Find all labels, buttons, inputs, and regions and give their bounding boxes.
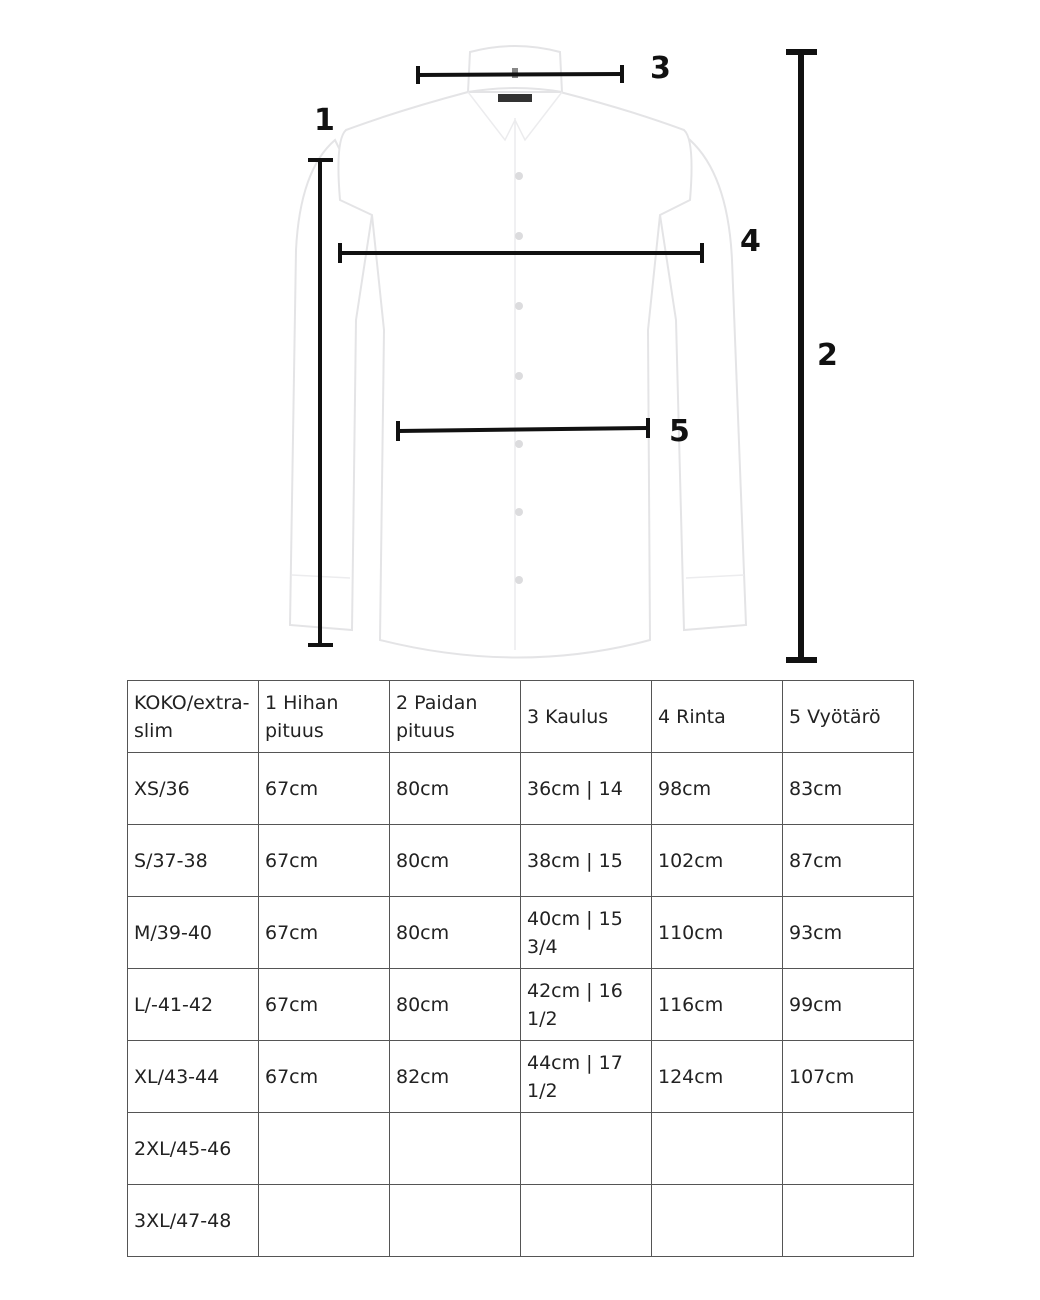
table-cell: 3XL/47-48	[128, 1185, 259, 1257]
table-row	[128, 753, 914, 825]
table-cell: 67cm	[259, 1041, 390, 1113]
table-cell	[783, 1185, 914, 1257]
table-cell	[259, 1113, 390, 1185]
header-collar: 3 Kaulus	[521, 681, 652, 753]
table-cell: 80cm	[390, 897, 521, 969]
table-cell: 107cm	[783, 1041, 914, 1113]
table-cell: 44cm | 17 1/2	[521, 1041, 652, 1113]
table-cell: 67cm	[259, 825, 390, 897]
table-cell	[783, 1113, 914, 1185]
table-cell: 67cm	[259, 969, 390, 1041]
table-row	[128, 969, 914, 1041]
table-cell: 67cm	[259, 753, 390, 825]
table-cell: 2XL/45-46	[128, 1113, 259, 1185]
shirt-label	[498, 94, 532, 102]
table-cell: 80cm	[390, 825, 521, 897]
table-cell: 110cm	[652, 897, 783, 969]
table-cell: 102cm	[652, 825, 783, 897]
table-cell: 93cm	[783, 897, 914, 969]
collar-measure-line	[418, 74, 622, 75]
table-cell: 40cm | 15 3/4	[521, 897, 652, 969]
table-cell: 36cm | 14	[521, 753, 652, 825]
table-row	[128, 825, 914, 897]
table-cell	[521, 1185, 652, 1257]
table-cell: 67cm	[259, 897, 390, 969]
header-chest: 4 Rinta	[652, 681, 783, 753]
header-sleeve-length: 1 Hihan pituus	[259, 681, 390, 753]
label-waist-number: 5	[669, 414, 690, 449]
header-size: KOKO/extra-slim	[128, 681, 259, 753]
table-cell: 80cm	[390, 969, 521, 1041]
table-cell: 80cm	[390, 753, 521, 825]
table-cell	[521, 1113, 652, 1185]
table-cell	[390, 1185, 521, 1257]
table-row	[128, 1113, 914, 1185]
table-row	[128, 1185, 914, 1257]
table-cell	[259, 1185, 390, 1257]
table-cell: 42cm | 16 1/2	[521, 969, 652, 1041]
table-cell: 99cm	[783, 969, 914, 1041]
table-cell: 87cm	[783, 825, 914, 897]
label-chest-number: 4	[740, 224, 761, 259]
table-row	[128, 897, 914, 969]
label-length-number: 2	[817, 338, 838, 373]
table-header-row	[128, 681, 914, 753]
table-cell	[390, 1113, 521, 1185]
label-sleeve-number: 1	[314, 103, 335, 138]
table-cell: L/-41-42	[128, 969, 259, 1041]
table-cell: 124cm	[652, 1041, 783, 1113]
table-cell: 38cm | 15	[521, 825, 652, 897]
table-cell: 116cm	[652, 969, 783, 1041]
size-chart-table	[127, 680, 914, 1257]
table-cell	[652, 1185, 783, 1257]
table-cell: 98cm	[652, 753, 783, 825]
label-collar-number: 3	[650, 51, 671, 86]
header-waist: 5 Vyötärö	[783, 681, 914, 753]
table-cell: M/39-40	[128, 897, 259, 969]
table-cell: S/37-38	[128, 825, 259, 897]
header-shirt-length: 2 Paidan pituus	[390, 681, 521, 753]
table-cell: XS/36	[128, 753, 259, 825]
table-cell	[652, 1113, 783, 1185]
table-cell: 82cm	[390, 1041, 521, 1113]
table-row	[128, 1041, 914, 1113]
table-cell: XL/43-44	[128, 1041, 259, 1113]
table-cell: 83cm	[783, 753, 914, 825]
